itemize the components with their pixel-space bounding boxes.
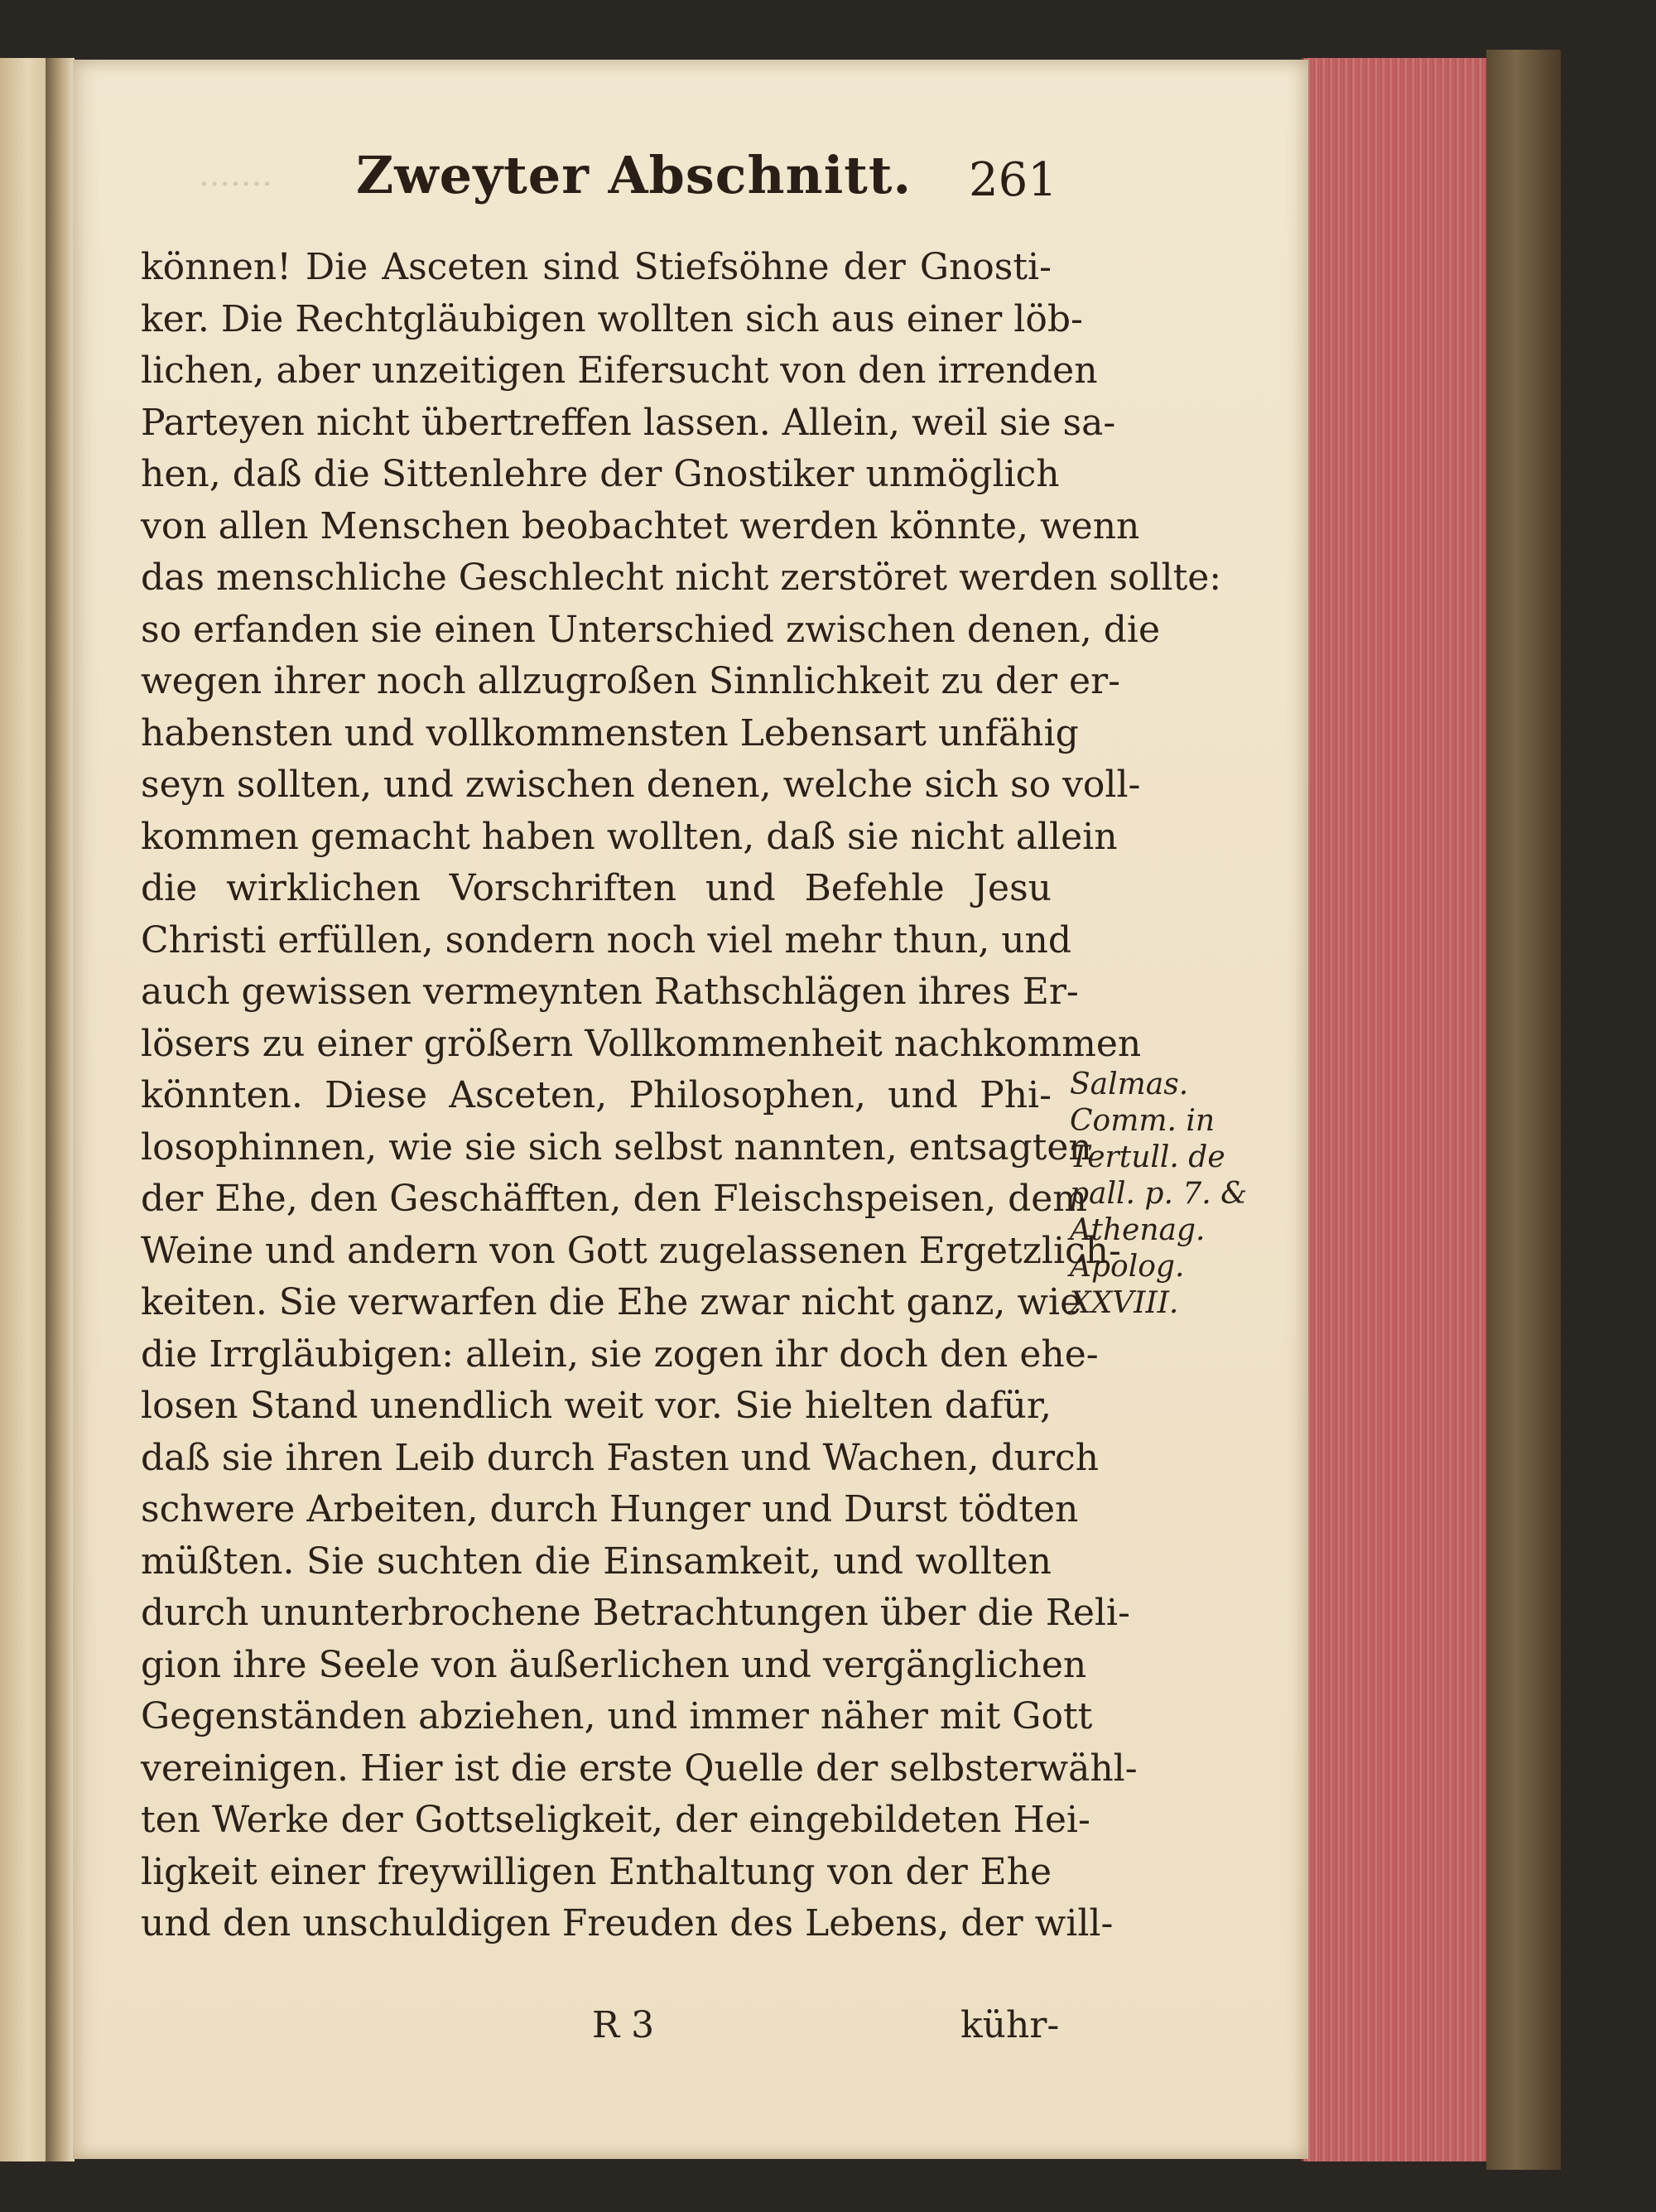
body-line: seyn sollten, und zwischen denen, welche sich so voll-: [141, 764, 1141, 806]
body-line: ten Werke der Gottseligkeit, der eingebildeten Hei-: [141, 1799, 1090, 1841]
signature-mark: R 3: [592, 2004, 655, 2046]
book-gutter: [46, 58, 75, 2161]
body-line: schwere Arbeiten, durch Hunger und Durst tödten: [141, 1488, 1079, 1530]
margin-note-line: Apolog.: [1070, 1250, 1185, 1284]
body-line: können! Die Asceten sind Stiefsöhne der Gnosti-: [141, 246, 1052, 288]
running-head: Zweyter Abschnitt.: [356, 145, 912, 205]
body-line: Weine und andern von Gott zugelassenen Ergetzlich-: [141, 1229, 1121, 1272]
body-line: die Irrgläubigen: allein, sie zogen ihr doch den ehe-: [141, 1333, 1099, 1376]
body-line: hen, daß die Sittenlehre der Gnostiker unmöglich: [141, 453, 1060, 495]
margin-note-line: XXVIII.: [1070, 1286, 1179, 1320]
body-line: habensten und vollkommensten Lebensart unfähig: [141, 711, 1079, 754]
body-line: keiten. Sie verwarfen die Ehe zwar nicht ganz, wie: [141, 1281, 1082, 1323]
red-page-edges: [1302, 58, 1490, 2161]
body-line: so erfanden sie einen Unterschied zwischen denen, die: [141, 608, 1161, 651]
margin-note-line: Salmas.: [1070, 1067, 1189, 1101]
body-line: wegen ihrer noch allzugroßen Sinnlichkeit zu der er-: [141, 660, 1120, 702]
facing-page-edge: [0, 58, 47, 2161]
catchword: kühr-: [960, 2004, 1060, 2046]
body-line: von allen Menschen beobachtet werden könnte, wenn: [141, 504, 1140, 547]
body-line: die wirklichen Vorschriften und Befehle Jesu: [141, 867, 1052, 909]
body-line: ligkeit einer freywilligen Enthaltung von der Ehe: [141, 1850, 1052, 1893]
body-line: könnten. Diese Asceten, Philosophen, und Phi-: [141, 1074, 1052, 1116]
margin-note-line: Athenag.: [1070, 1213, 1206, 1247]
book-cover-edge: [1486, 50, 1561, 2170]
body-line: losophinnen, wie sie sich selbst nannten, entsagten: [141, 1125, 1092, 1169]
margin-note-line: Comm. in: [1070, 1104, 1216, 1138]
body-line: ker. Die Rechtgläubigen wollten sich aus einer löb-: [141, 297, 1083, 340]
body-line: der Ehe, den Geschäfften, den Fleischspeisen, dem: [141, 1178, 1088, 1220]
body-line: daß sie ihren Leib durch Fasten und Wachen, durch: [141, 1436, 1099, 1479]
show-through-text: ·······: [199, 166, 273, 204]
body-line: kommen gemacht haben wollten, daß sie nicht allein: [141, 815, 1118, 858]
body-line: vereinigen. Hier ist die erste Quelle der selbsterwähl-: [141, 1747, 1138, 1790]
body-line: gion ihre Seele von äußerlichen und vergänglichen: [141, 1643, 1087, 1686]
page-number: 261: [969, 153, 1057, 207]
body-line: auch gewissen vermeynten Rathschlägen ihres Er-: [141, 971, 1079, 1013]
body-line: und den unschuldigen Freuden des Lebens, der will-: [141, 1902, 1114, 1945]
body-line: lösers zu einer größern Vollkommenheit nachkommen: [141, 1022, 1142, 1065]
body-line: müßten. Sie suchten die Einsamkeit, und wollten: [141, 1540, 1052, 1583]
body-line: losen Stand unendlich weit vor. Sie hielten dafür,: [141, 1385, 1052, 1427]
body-line: durch ununterbrochene Betrachtungen über die Reli-: [141, 1592, 1130, 1634]
margin-note: [1070, 1067, 1277, 1322]
body-line: Christi erfüllen, sondern noch viel mehr thun, und: [141, 918, 1072, 961]
body-line: Parteyen nicht übertreffen lassen. Allein, weil sie sa-: [141, 401, 1116, 444]
body-line: das menschliche Geschlecht nicht zerstöret werden sollte:: [141, 557, 1222, 599]
body-line: Gegenständen abziehen, und immer näher mit Gott: [141, 1695, 1093, 1737]
body-line: lichen, aber unzeitigen Eifersucht von den irrenden: [141, 349, 1098, 392]
margin-note-line: Tertull. de: [1070, 1140, 1225, 1174]
margin-note-line: pall. p. 7. &: [1070, 1177, 1248, 1211]
